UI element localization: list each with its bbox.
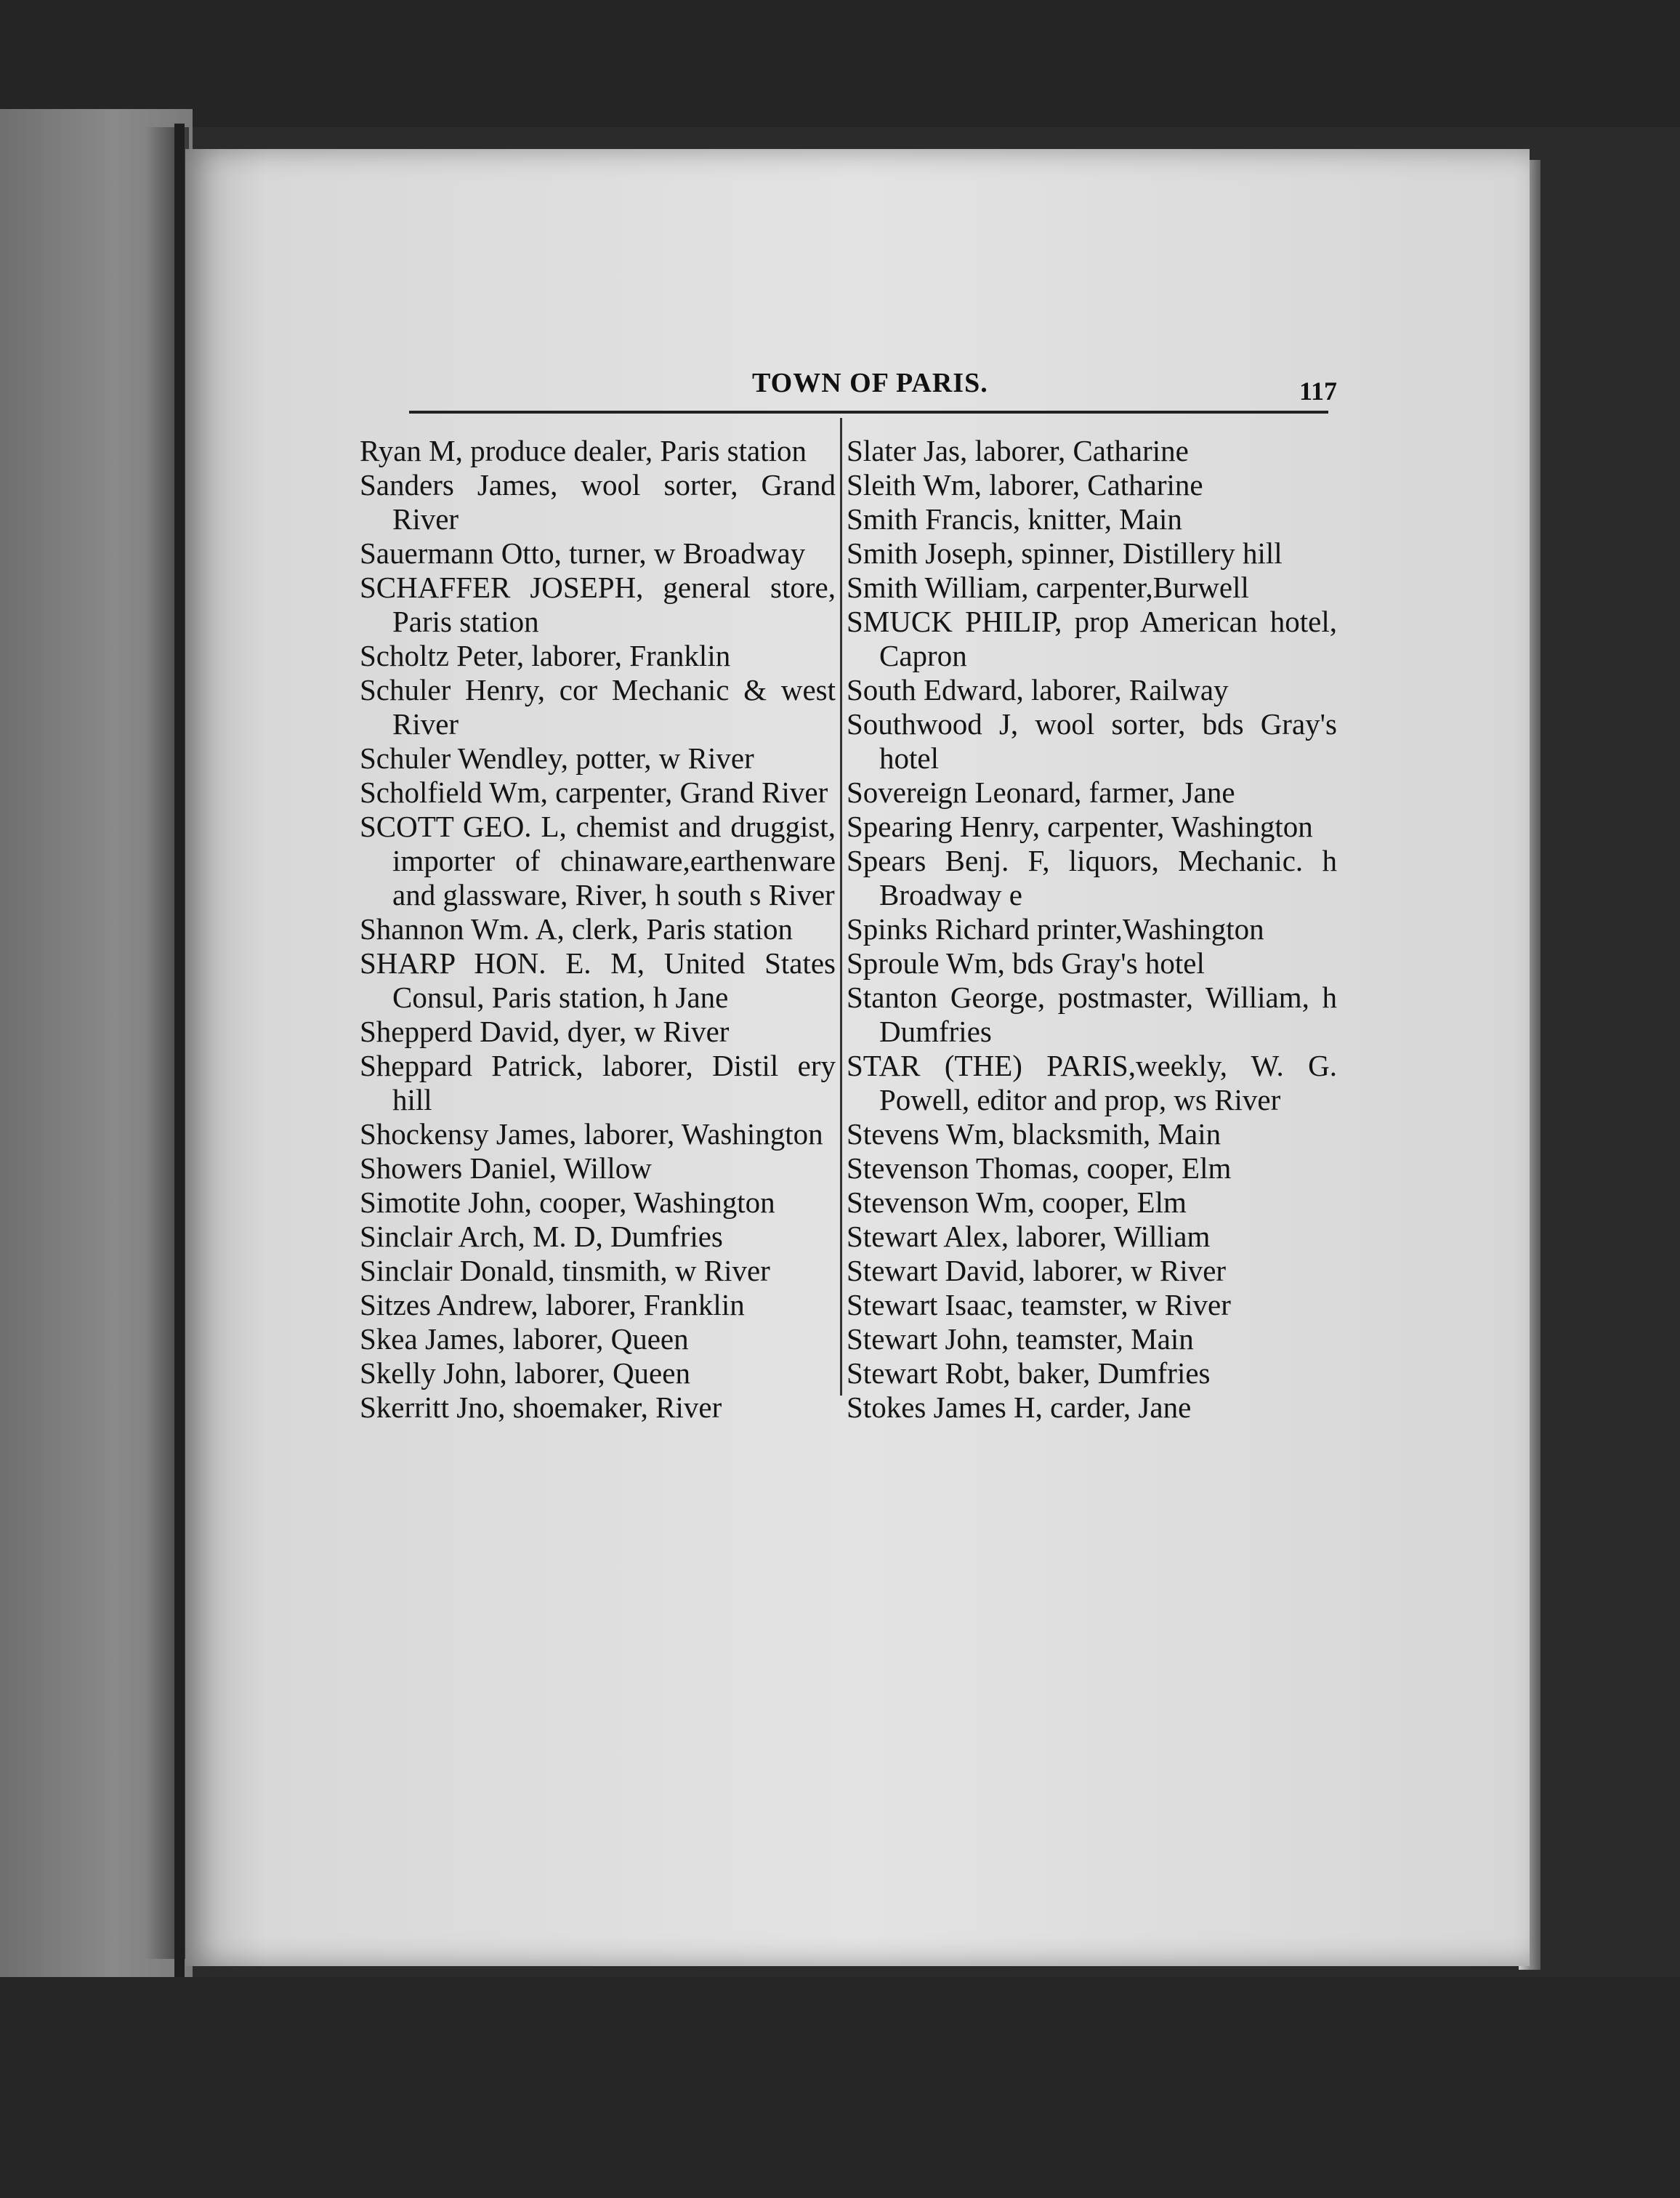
directory-entry: Stokes James H, carder, Jane [847,1390,1192,1424]
directory-entry: Sovereign Leonard, farmer, Jane [847,776,1235,809]
directory-entry: Schuler Henry, cor Mechanic & west River [360,673,836,741]
directory-entry: South Edward, laborer, Railway [847,673,1229,706]
header-rule [409,411,1328,414]
running-title: TOWN OF PARIS. [752,368,988,398]
directory-entry: Skea James, laborer, Queen [360,1322,689,1356]
directory-entry: Sauermann Otto, turner, w Broadway [360,536,806,570]
column-divider [840,418,842,1396]
directory-entry: Stevenson Thomas, cooper, Elm [847,1151,1232,1185]
directory-entry: Stanton George, postmaster, William, h Dumfries [847,981,1337,1048]
directory-entry: Stewart John, teamster, Main [847,1322,1194,1356]
scan-background-bottom [0,1977,1680,2198]
directory-entry: Stewart Isaac, teamster, w River [847,1288,1231,1321]
directory-entry: Smith William, carpenter,Burwell [847,571,1249,604]
directory-entry: Slater Jas, laborer, Catharine [847,434,1189,467]
directory-entry: Sitzes Andrew, laborer, Franklin [360,1288,745,1321]
binding-shadow [174,124,185,1984]
directory-entry: Schuler Wendley, potter, w River [360,741,754,775]
directory-entry: Ryan M, produce dealer, Paris station [360,434,807,467]
directory-entry: Shockensy James, laborer, Washington [360,1117,823,1151]
right-column [847,434,1337,1425]
directory-entry: Spearing Henry, carpenter, Washington [847,810,1313,843]
page-number: 117 [1299,377,1337,406]
directory-entry: Spears Benj. F, liquors, Mechanic. h Broadway e [847,844,1337,911]
directory-entry: Sleith Wm, laborer, Catharine [847,468,1203,502]
directory-entry: STAR (THE) PARIS,weekly, W. G. Powell, editor and prop, ws River [847,1049,1337,1116]
directory-entry: Sheppard Patrick, laborer, Distil ery hill [360,1049,836,1116]
directory-entry: Stewart Alex, laborer, William [847,1220,1211,1253]
directory-entry: Stevenson Wm, cooper, Elm [847,1185,1187,1219]
directory-entry: Showers Daniel, Willow [360,1151,652,1185]
directory-entry: Sanders James, wool sorter, Grand River [360,468,836,536]
directory-entry: SCHAFFER JOSEPH, general store, Paris station [360,571,836,638]
directory-entry: Stewart David, laborer, w River [847,1254,1227,1287]
directory-entry: SHARP HON. E. M, United States Consul, Paris station, h Jane [360,946,836,1014]
directory-entry: Sinclair Arch, M. D, Dumfries [360,1220,723,1253]
directory-entry: Sinclair Donald, tinsmith, w River [360,1254,770,1287]
directory-entry: SMUCK PHILIP, prop American hotel, Capron [847,605,1337,672]
directory-entry: Skelly John, laborer, Queen [360,1356,690,1390]
page-header [411,367,1337,411]
directory-entry: SCOTT GEO. L, chemist and druggist, importer of chinaware,earthenware and glassware, River, h south s River [360,810,836,911]
directory-entry: Stewart Robt, baker, Dumfries [847,1356,1211,1390]
directory-entry: Skerritt Jno, shoemaker, River [360,1390,722,1424]
directory-entry: Sproule Wm, bds Gray's hotel [847,946,1205,980]
directory-entry: Scholtz Peter, laborer, Franklin [360,639,731,672]
directory-entry: Smith Joseph, spinner, Distillery hill [847,536,1283,570]
directory-entry: Spinks Richard printer,Washington [847,912,1264,946]
directory-entry: Shannon Wm. A, clerk, Paris station [360,912,793,946]
left-column [360,434,836,1425]
scan-background-top [0,0,1680,127]
directory-entry: Scholfield Wm, carpenter, Grand River [360,776,828,809]
directory-entry: Simotite John, cooper, Washington [360,1185,775,1219]
directory-entry: Southwood J, wool sorter, bds Gray's hotel [847,707,1337,775]
directory-entry: Stevens Wm, blacksmith, Main [847,1117,1221,1151]
directory-entry: Smith Francis, knitter, Main [847,502,1182,536]
directory-entry: Shepperd David, dyer, w River [360,1015,730,1048]
